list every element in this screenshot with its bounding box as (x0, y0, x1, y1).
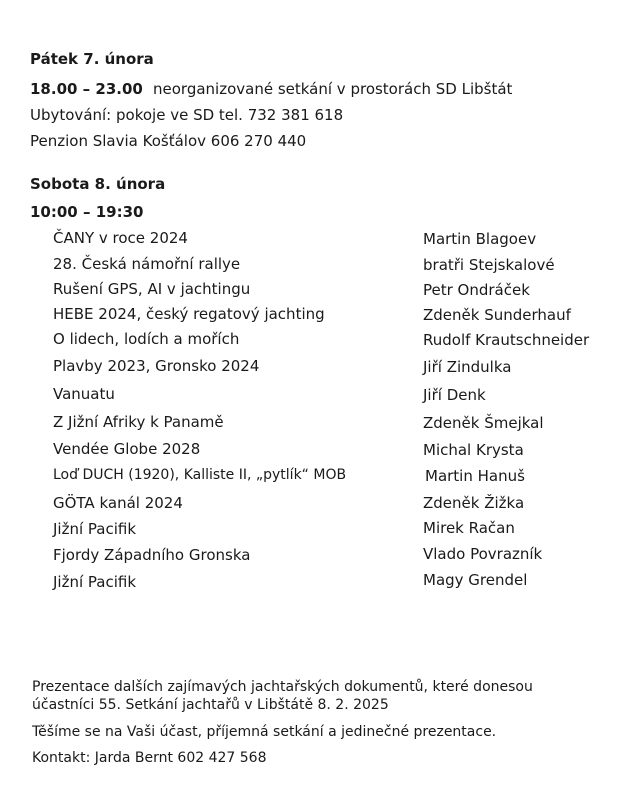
talk-speaker: Martin Blagoev (423, 230, 537, 248)
talk-speaker: Jiří Denk (423, 386, 486, 404)
talk-speaker: Rudolf Krautschneider (423, 331, 590, 349)
talk-title: Z Jižní Afriky k Panamě (53, 413, 224, 431)
talk-title: GÖTA kanál 2024 (53, 494, 183, 512)
talk-speaker: Mirek Račan (423, 519, 515, 537)
friday-time: 18.00 – 23.00 (30, 80, 143, 98)
talk-title: HEBE 2024, český regatový jachting (53, 305, 325, 323)
talk-speaker: Michal Krysta (423, 441, 524, 459)
saturday-heading: Sobota 8. února (30, 175, 166, 193)
talk-speaker: Petr Ondráček (423, 281, 530, 299)
talk-title: O lidech, lodích a mořích (53, 330, 240, 348)
footer-line3: Těšíme se na Vaši účast, příjemná setkání a jedinečné prezentace. (32, 724, 497, 740)
talk-title: 28. Česká námořní rallye (53, 255, 241, 273)
talk-speaker: Zdeněk Sunderhauf (423, 306, 571, 324)
friday-pension: Penzion Slavia Košťálov 606 270 440 (30, 132, 307, 150)
talk-title: Loď DUCH (1920), Kalliste II, „pytlík“ MOB (53, 467, 347, 483)
friday-accommodation: Ubytování: pokoje ve SD tel. 732 381 618 (30, 106, 344, 124)
talk-speaker: Magy Grendel (423, 571, 528, 589)
talk-title: Vendée Globe 2028 (53, 440, 201, 458)
talk-title: ČANY v roce 2024 (53, 229, 188, 247)
talk-speaker: Martin Hanuš (425, 467, 525, 485)
talk-speaker: Jiří Zindulka (423, 358, 512, 376)
talk-title: Plavby 2023, Gronsko 2024 (53, 357, 260, 375)
talk-title: Jižní Pacifik (53, 520, 137, 538)
talk-title: Fjordy Západního Gronska (53, 546, 251, 564)
friday-heading: Pátek 7. února (30, 50, 154, 68)
talk-title: Vanuatu (53, 385, 115, 403)
footer-line1: Prezentace dalších zajímavých jachtařských dokumentů, které donesou (32, 679, 533, 695)
footer-line2: účastníci 55. Setkání jachtařů v Libštátě 8. 2. 2025 (32, 697, 389, 713)
talk-speaker: bratři Stejskalové (423, 256, 555, 274)
friday-event: neorganizované setkání v prostorách SD Libštát (153, 80, 513, 98)
saturday-time: 10:00 – 19:30 (30, 203, 144, 221)
talk-speaker: Vlado Povrazník (423, 545, 543, 563)
footer-contact: Kontakt: Jarda Bernt 602 427 568 (32, 750, 267, 766)
talk-speaker: Zdeněk Šmejkal (423, 414, 544, 432)
talk-title: Jižní Pacifik (53, 573, 137, 591)
talk-speaker: Zdeněk Žižka (423, 494, 525, 512)
talk-title: Rušení GPS, AI v jachtingu (53, 280, 251, 298)
